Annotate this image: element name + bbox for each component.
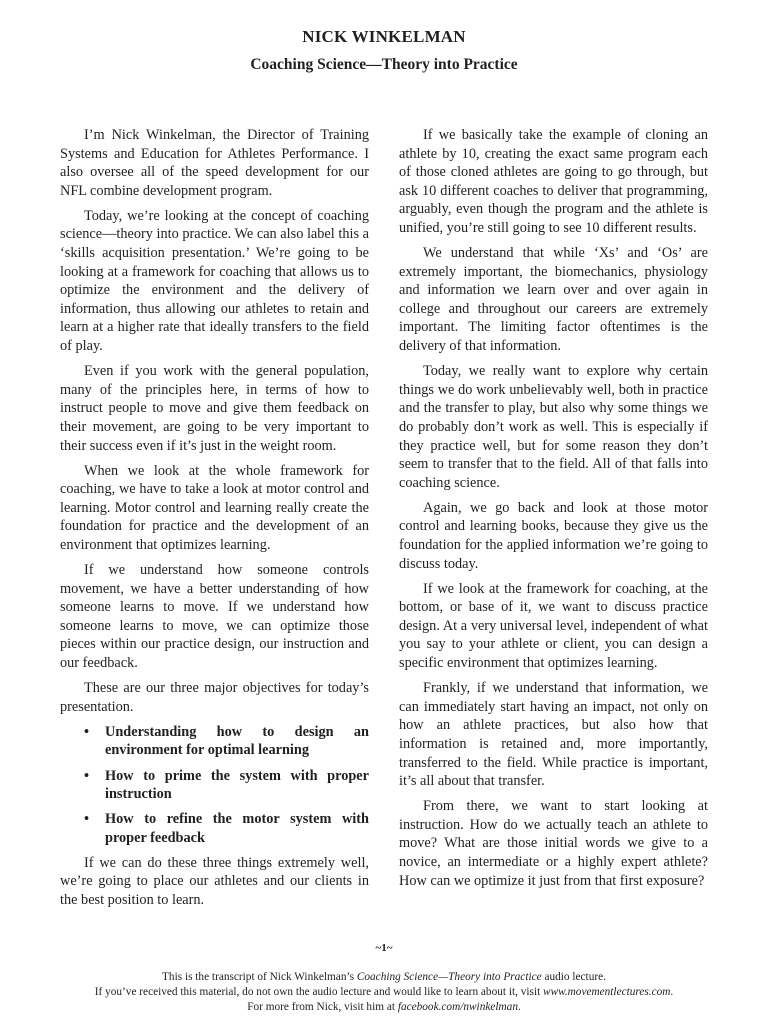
paragraph: I’m Nick Winkelman, the Director of Training Systems and Education for Athletes Performance. I also oversee all of the speed development for our NFL combine development program. — [60, 127, 369, 199]
left-column — [60, 126, 369, 916]
list-item — [60, 810, 369, 847]
paragraph: Today, we’re looking at the concept of coaching science—theory into practice. We can also label this a ‘skills acquisition presentation.’ We’re going to be looking at a framework for coaching that allows us to optimize the environment and the delivery of information, thus allowing our athletes to retain and learn at a higher rate that ideally transfers to the field of play. — [60, 207, 369, 355]
footer-text: . — [517, 1001, 521, 1013]
footer-line-visit — [0, 985, 768, 1000]
bullet-icon: • — [84, 723, 90, 740]
paragraph: Even if you work with the general population, many of the principles here, in terms of how to instruct people to move and give them feedback on their movement, are going to be very important to their success even if it’s just in the weight room. — [60, 363, 369, 454]
paragraph: We understand that while ‘Xs’ and ‘Os’ are extremely important, the biomechanics, physiology and information we learn over and over again in college and throughout our careers are extremely important. The limiting factor oftentimes is the delivery of that information. — [399, 245, 708, 355]
bullet-icon: • — [84, 767, 90, 784]
lecture-title: Coaching Science—Theory into Practice — [356, 971, 542, 983]
footer-text: audio lecture. — [541, 971, 606, 983]
list-item-text: How to prime the system with proper instruction — [105, 767, 369, 803]
list-item-text: Understanding how to design an environment for optimal learning — [105, 723, 369, 759]
facebook-link[interactable]: facebook.com/nwinkelman — [397, 1001, 518, 1013]
paragraph: Frankly, if we understand that information, we can immediately start having an impact, not only on how an athlete practices, but also how that information is retained and, more importantly, transferred to the field. While practice is important, it’s all about that transfer. — [399, 680, 708, 790]
paragraph: If we understand how someone controls movement, we have a better understanding of how someone learns to move. If we understand how someone learns to move, we can optimize those pieces within our practice design, our instruction and our feedback. — [60, 562, 369, 672]
right-column — [399, 126, 708, 897]
page-number: ~1~ — [375, 942, 393, 954]
author-heading: NICK WINKELMAN — [302, 27, 466, 46]
paragraph: If we basically take the example of cloning an athlete by 10, creating the exact same program each of those cloned athletes are going to go through, but ask 10 different coaches to deliver that programming, arguably, even though the program and the athlete is unified, you’re still going to see 10 different results. — [399, 127, 708, 236]
paragraph: These are our three major objectives for today’s presentation. — [60, 680, 369, 715]
footer-text: . — [670, 986, 674, 998]
list-item-text: How to refine the motor system with proper feedback — [105, 811, 369, 846]
paragraph: Today, we really want to explore why certain things we do work unbelievably well, both in practice and the transfer to play, but also why some things we do probably don’t work as well. This is especially if they practice well, but for some reason they don’t seem to transfer that to the field. All of that falls into coaching science. — [399, 363, 708, 491]
footer-text: For more from Nick, visit him at — [247, 1001, 398, 1013]
objectives-list — [60, 723, 369, 848]
paragraph: If we look at the framework for coaching, at the bottom, or base of it, we want to discuss practice design. At a very universal level, independent of what you say to your athlete or client, you can design a specific environment that optimizes learning. — [399, 580, 708, 672]
footer — [0, 970, 768, 1015]
paragraph: If we can do these three things extremely well, we’re going to place our athletes and our clients in the best position to learn. — [60, 854, 369, 909]
paragraph: From there, we want to start looking at instruction. How do we actually teach an athlete to move? What are those initial words we give to a novice, an intermediate or a highly expert athlete? How can we optimize it just from that first exposure? — [399, 798, 708, 889]
footer-text: This is the transcript of Nick Winkelman’s — [162, 971, 357, 983]
footer-text: If you’ve received this material, do not own the audio lecture and would like to learn about it, visit — [94, 986, 544, 998]
list-item — [60, 767, 369, 804]
list-item — [60, 723, 369, 760]
paragraph: When we look at the whole framework for coaching, we have to take a look at motor control and learning. Motor control and learning really create the foundation for practice and the development of an environment that optimizes learning. — [60, 462, 369, 553]
footer-line-facebook — [0, 1000, 768, 1015]
website-link[interactable]: www.movementlectures.com — [543, 986, 671, 998]
paragraph: Again, we go back and look at those motor control and learning books, because they give us the foundation for the applied information we’re going to discuss today. — [399, 499, 708, 572]
document-title: Coaching Science—Theory into Practice — [250, 56, 518, 73]
bullet-icon: • — [84, 811, 90, 828]
footer-line-transcript — [0, 970, 768, 985]
